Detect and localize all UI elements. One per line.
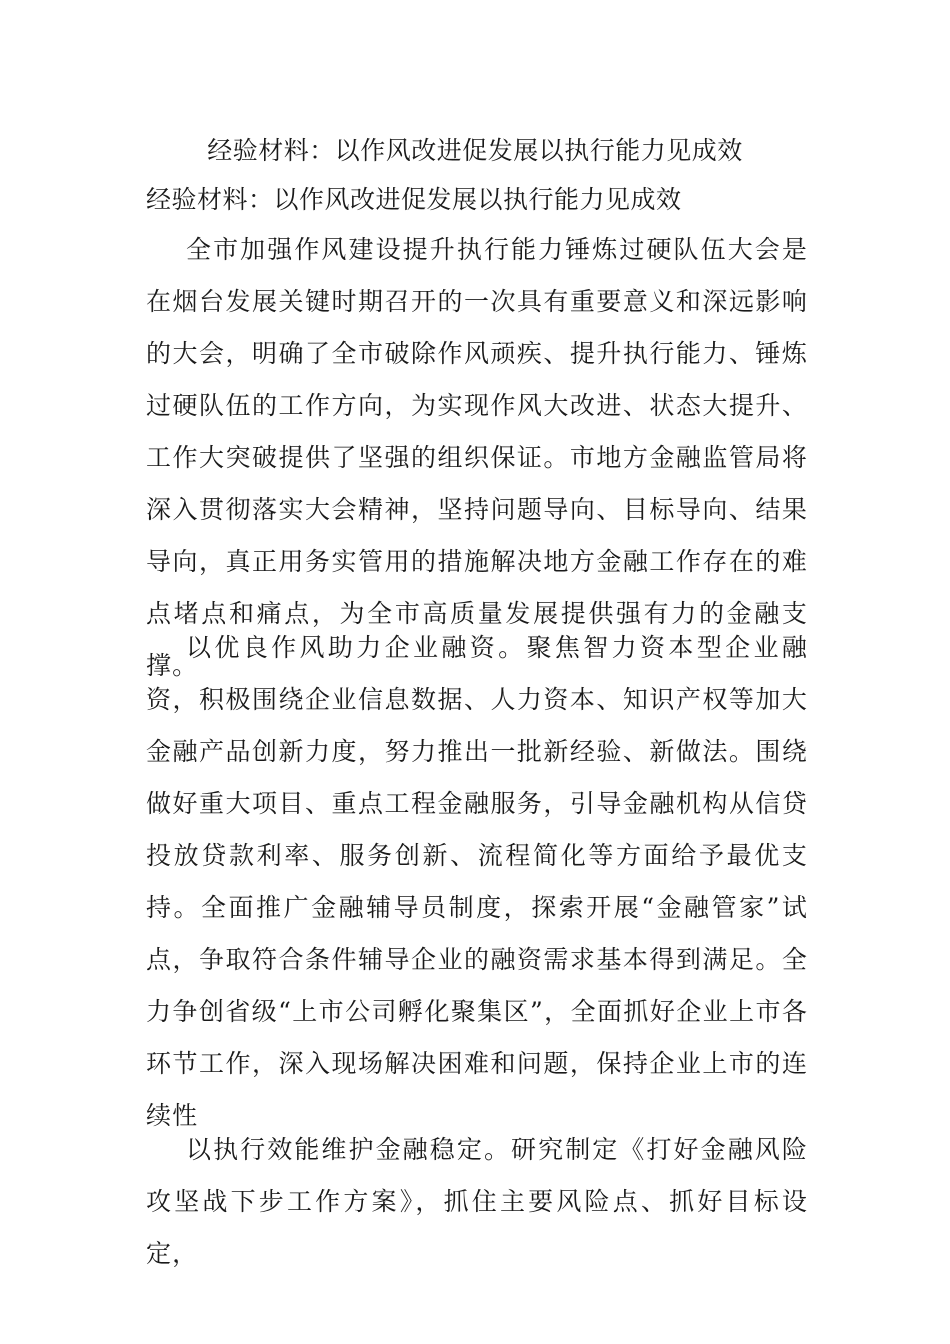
- paragraph-stability: 以执行效能维护金融稳定。研究制定《打好金融风险攻坚战下步工作方案》，抓住主要风险点、抓好目标设定，: [146, 1135, 808, 1268]
- document-title-left: 经验材料：以作风改进促发展以执行能力见成效: [146, 185, 682, 214]
- document-title-centered: 经验材料：以作风改进促发展以执行能力见成效: [207, 136, 743, 165]
- paragraph-financing: 以优良作风助力企业融资。聚焦智力资本型企业融资，积极围绕企业信息数据、人力资本、知识产权等加大金融产品创新力度，努力推出一批新经验、新做法。围绕做好重大项目、重点工程金融服务，引导金融机构从信贷投放贷款利率、服务创新、流程简化等方面给予最优支持。全面推广金融辅导员制度，探索开展“金融管家”试点，争取符合条件辅导企业的融资需求基本得到满足。全力争创省级“上市公司孵化聚集区”，全面抓好企业上市各环节工作，深入现场解决困难和问题，保持企业上市的连续性: [146, 633, 808, 1130]
- paragraph-intro: 全市加强作风建设提升执行能力锤炼过硬队伍大会是在烟台发展关键时期召开的一次具有重要意义和深远影响的大会，明确了全市破除作风顽疾、提升执行能力、锤炼过硬队伍的工作方向，为实现作风大改进、状态大提升、工作大突破提供了坚强的组织保证。市地方金融监管局将深入贯彻落实大会精神，坚持问题导向、目标导向、结果导向，真正用务实管用的措施解决地方金融工作存在的难点堵点和痛点，为全市高质量发展提供强有力的金融支撑。: [146, 235, 808, 680]
